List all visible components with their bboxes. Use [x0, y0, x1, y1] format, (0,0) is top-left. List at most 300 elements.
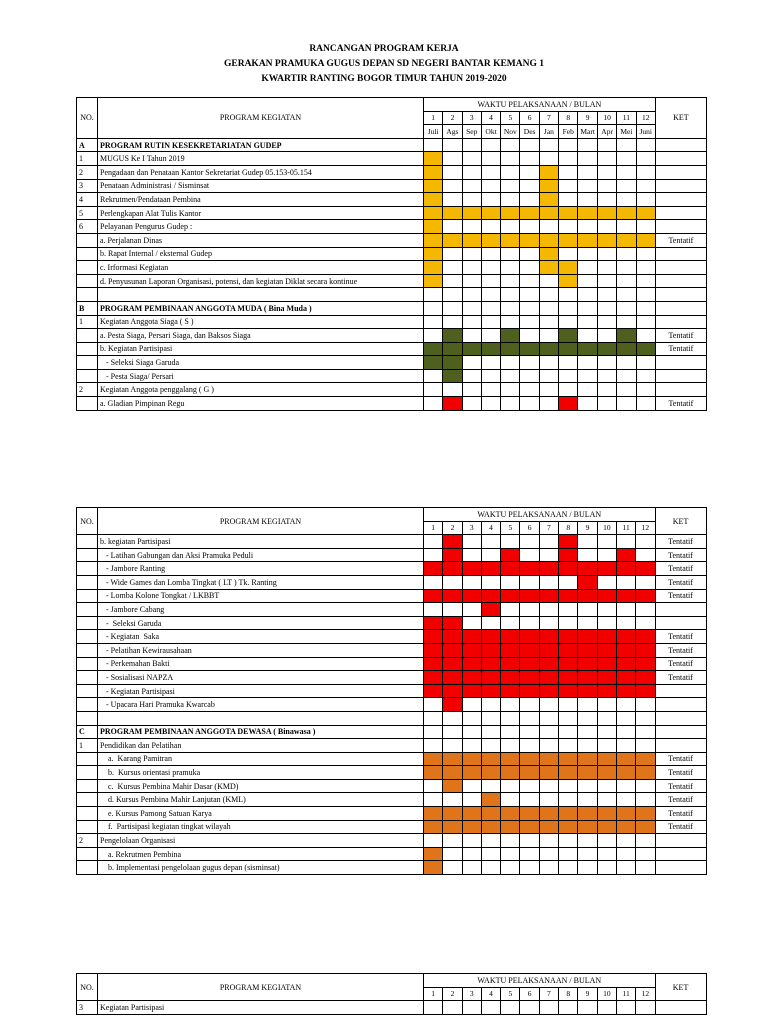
row-ket: Tentatif	[655, 535, 706, 549]
schedule-cell	[578, 220, 598, 234]
schedule-cell-filled	[501, 752, 520, 766]
schedule-cell-filled	[616, 671, 635, 685]
schedule-cell	[616, 616, 635, 630]
schedule-cell	[539, 301, 558, 315]
schedule-cell	[481, 301, 500, 315]
schedule-cell	[559, 834, 578, 848]
schedule-cell	[443, 301, 462, 315]
schedule-cell	[597, 861, 616, 875]
schedule-cell	[520, 356, 539, 370]
row-ket: Tentatif	[655, 329, 706, 343]
month-name-11: Mei	[617, 125, 636, 139]
schedule-cell-filled	[559, 820, 578, 834]
schedule-cell	[539, 603, 558, 617]
schedule-cell-filled	[520, 807, 539, 821]
table-row	[77, 684, 707, 698]
schedule-cell	[578, 179, 598, 193]
month-name-3: Sep	[462, 125, 481, 139]
schedule-cell-filled	[539, 807, 558, 821]
schedule-cell-filled	[636, 562, 655, 576]
schedule-cell	[616, 575, 635, 589]
schedule-cell	[520, 247, 539, 261]
schedule-cell	[443, 603, 462, 617]
schedule-cell-filled	[578, 752, 597, 766]
schedule-cell	[559, 779, 578, 793]
row-label: - Jambore Cabang	[98, 603, 424, 617]
schedule-cell	[520, 397, 539, 411]
table-row	[77, 711, 707, 725]
schedule-cell-filled	[443, 779, 462, 793]
row-ket	[655, 698, 706, 712]
row-label: - Seleksi Garuda	[98, 616, 424, 630]
row-number	[77, 233, 98, 247]
schedule-cell	[597, 535, 616, 549]
no-header: NO.	[77, 98, 98, 139]
schedule-cell-filled	[424, 152, 443, 166]
row-label: MUGUS Ke I Tahun 2019	[98, 152, 424, 166]
schedule-cell	[443, 288, 462, 302]
schedule-cell	[636, 165, 655, 179]
schedule-cell	[597, 288, 616, 302]
row-number: C	[77, 725, 98, 739]
schedule-cell	[501, 575, 520, 589]
schedule-cell	[636, 847, 655, 861]
month-number-3: 3	[462, 521, 481, 535]
row-ket	[655, 834, 706, 848]
row-label: b. kegiatan Partisipasi	[98, 535, 424, 549]
schedule-cell-filled	[462, 752, 481, 766]
schedule-cell	[501, 397, 520, 411]
schedule-cell	[520, 603, 539, 617]
schedule-cell	[597, 739, 616, 753]
schedule-cell-filled	[539, 206, 558, 220]
schedule-cell	[501, 369, 520, 383]
schedule-cell	[520, 165, 539, 179]
schedule-cell-filled	[424, 193, 443, 207]
schedule-cell	[636, 739, 655, 753]
schedule-cell	[597, 165, 616, 179]
schedule-cell	[424, 288, 443, 302]
schedule-cell	[539, 535, 558, 549]
row-number: 2	[77, 834, 98, 848]
schedule-cell	[578, 397, 598, 411]
schedule-cell-filled	[616, 820, 635, 834]
schedule-cell	[539, 288, 558, 302]
schedule-cell	[520, 698, 539, 712]
schedule-cell	[424, 779, 443, 793]
row-label: a. Karang Pamitran	[98, 752, 424, 766]
schedule-cell-filled	[520, 671, 539, 685]
schedule-cell	[520, 793, 539, 807]
schedule-cell-filled	[597, 562, 616, 576]
schedule-cell	[539, 575, 558, 589]
row-label: - Kegiatan Partisipasi	[98, 684, 424, 698]
schedule-cell-filled	[462, 206, 481, 220]
row-label: - Sosialisasi NAPZA	[98, 671, 424, 685]
schedule-cell	[559, 616, 578, 630]
schedule-cell	[578, 315, 598, 329]
schedule-cell-filled	[559, 342, 578, 356]
schedule-cell	[636, 369, 655, 383]
month-number-5: 5	[501, 111, 520, 125]
schedule-cell	[578, 138, 598, 152]
month-number-4: 4	[481, 987, 500, 1001]
schedule-cell-filled	[616, 643, 635, 657]
row-label: b. Kegiatan Partisipasi	[98, 342, 424, 356]
schedule-cell	[539, 793, 558, 807]
schedule-cell	[578, 698, 597, 712]
row-number: 4	[77, 193, 98, 207]
schedule-cell-filled	[578, 342, 598, 356]
schedule-cell-filled	[616, 562, 635, 576]
schedule-cell	[578, 793, 597, 807]
schedule-cell	[617, 138, 636, 152]
ket-header: KET	[655, 98, 706, 139]
month-number-11: 11	[616, 521, 635, 535]
schedule-cell	[616, 698, 635, 712]
schedule-cell-filled	[539, 630, 558, 644]
row-number: 3	[77, 1001, 98, 1015]
schedule-cell	[616, 603, 635, 617]
schedule-cell-filled	[539, 165, 558, 179]
schedule-cell-filled	[424, 179, 443, 193]
month-name-8: Feb	[559, 125, 578, 139]
schedule-cell-filled	[424, 589, 443, 603]
schedule-cell-filled	[597, 643, 616, 657]
table-row	[77, 179, 707, 193]
schedule-cell	[578, 193, 598, 207]
schedule-cell	[559, 152, 578, 166]
schedule-cell-filled	[462, 630, 481, 644]
schedule-cell-filled	[520, 820, 539, 834]
schedule-cell	[424, 383, 443, 397]
schedule-cell-filled	[578, 766, 597, 780]
schedule-cell-filled	[443, 233, 462, 247]
schedule-cell	[578, 369, 598, 383]
row-label: b. Implementasi pengelolaan gugus depan (sisminsat)	[98, 861, 424, 875]
schedule-cell	[539, 847, 558, 861]
schedule-cell	[617, 247, 636, 261]
schedule-cell	[424, 711, 443, 725]
table-row	[77, 630, 707, 644]
schedule-cell-filled	[501, 342, 520, 356]
schedule-cell	[520, 575, 539, 589]
schedule-cell	[559, 288, 578, 302]
schedule-cell	[481, 535, 500, 549]
schedule-cell	[597, 301, 616, 315]
schedule-cell	[559, 165, 578, 179]
schedule-cell-filled	[481, 233, 500, 247]
schedule-cell	[616, 861, 635, 875]
row-number	[77, 342, 98, 356]
schedule-cell	[481, 356, 500, 370]
row-ket	[655, 725, 706, 739]
ket-header: KET	[655, 508, 706, 535]
program-table-1	[76, 97, 707, 411]
schedule-cell	[481, 739, 500, 753]
schedule-cell-filled	[578, 684, 597, 698]
row-number	[77, 752, 98, 766]
row-label: e. Kursus Pamong Satuan Karya	[98, 807, 424, 821]
schedule-cell-filled	[636, 643, 655, 657]
row-label: b. Rapat Internal / eksternal Gudep	[98, 247, 424, 261]
schedule-cell	[617, 356, 636, 370]
month-name-5: Nov	[501, 125, 520, 139]
schedule-cell	[424, 725, 443, 739]
table-row	[77, 535, 707, 549]
row-ket: Tentatif	[655, 548, 706, 562]
row-number: 3	[77, 179, 98, 193]
schedule-cell	[539, 698, 558, 712]
schedule-cell	[424, 397, 443, 411]
schedule-cell-filled	[462, 562, 481, 576]
schedule-cell	[424, 315, 443, 329]
schedule-cell	[501, 274, 520, 288]
schedule-cell	[597, 1001, 616, 1015]
schedule-cell-filled	[443, 206, 462, 220]
row-label: - Pelatihan Kewirausahaan	[98, 643, 424, 657]
schedule-cell	[481, 725, 500, 739]
schedule-cell	[481, 1001, 500, 1015]
row-ket	[655, 152, 706, 166]
row-number	[77, 711, 98, 725]
schedule-cell-filled	[559, 684, 578, 698]
schedule-cell	[636, 711, 655, 725]
schedule-cell-filled	[559, 671, 578, 685]
row-number	[77, 329, 98, 343]
row-ket	[655, 274, 706, 288]
schedule-cell-filled	[520, 206, 539, 220]
table-row	[77, 233, 707, 247]
schedule-cell	[636, 274, 655, 288]
schedule-cell-filled	[481, 793, 500, 807]
schedule-cell-filled	[443, 369, 462, 383]
row-number	[77, 807, 98, 821]
schedule-cell	[578, 725, 597, 739]
schedule-cell	[424, 329, 443, 343]
schedule-cell-filled	[597, 589, 616, 603]
schedule-cell	[520, 535, 539, 549]
row-label: Pendidikan dan Pelatihan	[98, 739, 424, 753]
row-label: PROGRAM PEMBINAAN ANGGOTA DEWASA ( Binawasa )	[98, 725, 424, 739]
table-row	[77, 220, 707, 234]
schedule-cell-filled	[424, 657, 443, 671]
row-ket: Tentatif	[655, 589, 706, 603]
schedule-cell	[481, 274, 500, 288]
row-ket	[655, 603, 706, 617]
schedule-cell	[501, 834, 520, 848]
schedule-cell-filled	[481, 820, 500, 834]
table-row	[77, 356, 707, 370]
schedule-cell	[481, 711, 500, 725]
schedule-cell	[481, 152, 500, 166]
schedule-cell-filled	[481, 589, 500, 603]
schedule-cell	[424, 834, 443, 848]
row-number	[77, 603, 98, 617]
row-ket	[655, 1001, 706, 1015]
schedule-cell	[597, 261, 616, 275]
schedule-cell	[501, 1001, 520, 1015]
schedule-cell-filled	[424, 261, 443, 275]
schedule-cell	[636, 356, 655, 370]
table-row	[77, 766, 707, 780]
schedule-cell-filled	[501, 562, 520, 576]
schedule-cell	[539, 315, 558, 329]
schedule-cell	[597, 138, 616, 152]
schedule-cell	[520, 274, 539, 288]
row-ket	[655, 616, 706, 630]
schedule-cell	[443, 739, 462, 753]
schedule-cell-filled	[443, 657, 462, 671]
row-label: Kegiatan Anggota penggalang ( G )	[98, 383, 424, 397]
schedule-cell-filled	[462, 657, 481, 671]
schedule-cell	[443, 165, 462, 179]
schedule-cell	[424, 535, 443, 549]
schedule-cell-filled	[636, 671, 655, 685]
schedule-cell	[424, 138, 443, 152]
schedule-cell	[501, 861, 520, 875]
schedule-cell-filled	[539, 179, 558, 193]
schedule-cell-filled	[578, 206, 598, 220]
schedule-cell-filled	[559, 329, 578, 343]
schedule-cell-filled	[501, 206, 520, 220]
schedule-cell	[501, 725, 520, 739]
table-row	[77, 752, 707, 766]
schedule-cell-filled	[501, 807, 520, 821]
row-label: Pelayanan Pengurus Gudep :	[98, 220, 424, 234]
schedule-cell	[462, 861, 481, 875]
row-label: c. Irformasi Kegiatan	[98, 261, 424, 275]
header-row	[77, 508, 707, 522]
schedule-cell	[462, 548, 481, 562]
schedule-cell	[481, 329, 500, 343]
schedule-cell	[462, 329, 481, 343]
schedule-cell	[559, 369, 578, 383]
schedule-cell-filled	[424, 206, 443, 220]
schedule-cell-filled	[616, 766, 635, 780]
row-ket	[655, 220, 706, 234]
schedule-cell	[481, 288, 500, 302]
row-number	[77, 261, 98, 275]
schedule-cell-filled	[636, 766, 655, 780]
schedule-cell	[578, 548, 597, 562]
row-number: 1	[77, 739, 98, 753]
schedule-cell-filled	[616, 657, 635, 671]
schedule-cell-filled	[597, 233, 616, 247]
schedule-cell-filled	[424, 807, 443, 821]
table-row	[77, 698, 707, 712]
schedule-cell-filled	[462, 807, 481, 821]
row-label: PROGRAM RUTIN KESEKRETARIATAN GUDEP	[98, 138, 424, 152]
month-number-8: 8	[559, 111, 578, 125]
schedule-cell-filled	[636, 630, 655, 644]
schedule-cell	[501, 698, 520, 712]
month-number-5: 5	[501, 987, 520, 1001]
schedule-cell-filled	[539, 261, 558, 275]
schedule-cell	[443, 274, 462, 288]
schedule-cell	[539, 711, 558, 725]
schedule-cell	[501, 165, 520, 179]
schedule-cell	[636, 193, 655, 207]
row-label: PROGRAM PEMBINAAN ANGGOTA MUDA ( Bina Muda )	[98, 301, 424, 315]
schedule-cell	[481, 193, 500, 207]
table-row	[77, 329, 707, 343]
schedule-cell	[520, 779, 539, 793]
schedule-cell	[597, 847, 616, 861]
month-number-7: 7	[539, 111, 558, 125]
month-number-3: 3	[462, 111, 481, 125]
month-number-10: 10	[597, 987, 616, 1001]
schedule-cell	[636, 793, 655, 807]
schedule-cell-filled	[617, 329, 636, 343]
schedule-cell	[520, 315, 539, 329]
schedule-cell	[616, 779, 635, 793]
row-number	[77, 274, 98, 288]
schedule-cell	[501, 179, 520, 193]
row-number	[77, 847, 98, 861]
schedule-cell	[617, 301, 636, 315]
row-ket	[655, 847, 706, 861]
row-ket: Tentatif	[655, 643, 706, 657]
schedule-cell	[578, 383, 598, 397]
schedule-cell	[462, 834, 481, 848]
schedule-cell-filled	[424, 861, 443, 875]
month-number-11: 11	[617, 111, 636, 125]
schedule-cell	[462, 616, 481, 630]
schedule-cell	[443, 575, 462, 589]
schedule-cell	[636, 779, 655, 793]
schedule-cell-filled	[520, 589, 539, 603]
row-label: - Wide Games dan Lomba Tingkat ( LT ) Tk. Ranting	[98, 575, 424, 589]
row-ket	[655, 684, 706, 698]
schedule-cell-filled	[501, 630, 520, 644]
schedule-cell	[462, 315, 481, 329]
program-header: PROGRAM KEGIATAN	[98, 98, 424, 139]
schedule-cell	[481, 847, 500, 861]
row-label: - Perkemahan Bakti	[98, 657, 424, 671]
schedule-cell	[617, 288, 636, 302]
schedule-cell-filled	[462, 342, 481, 356]
schedule-cell	[616, 793, 635, 807]
schedule-cell-filled	[636, 206, 655, 220]
table-row	[77, 807, 707, 821]
schedule-cell	[443, 1001, 462, 1015]
schedule-cell-filled	[636, 657, 655, 671]
schedule-cell	[443, 261, 462, 275]
row-label: - Latihan Gabungan dan Aksi Pramuka Peduli	[98, 548, 424, 562]
schedule-cell-filled	[597, 684, 616, 698]
schedule-cell	[578, 261, 598, 275]
table-row	[77, 261, 707, 275]
schedule-cell-filled	[559, 274, 578, 288]
row-number: B	[77, 301, 98, 315]
schedule-cell-filled	[424, 356, 443, 370]
header-row	[77, 974, 707, 988]
row-ket: Tentatif	[655, 342, 706, 356]
row-number	[77, 369, 98, 383]
schedule-cell-filled	[539, 342, 558, 356]
schedule-cell	[443, 834, 462, 848]
schedule-cell-filled	[501, 643, 520, 657]
schedule-cell	[578, 274, 598, 288]
schedule-cell-filled	[636, 233, 655, 247]
schedule-cell	[501, 261, 520, 275]
schedule-cell	[636, 152, 655, 166]
month-number-8: 8	[559, 521, 578, 535]
month-number-6: 6	[520, 111, 539, 125]
schedule-cell-filled	[520, 766, 539, 780]
schedule-cell-filled	[616, 630, 635, 644]
